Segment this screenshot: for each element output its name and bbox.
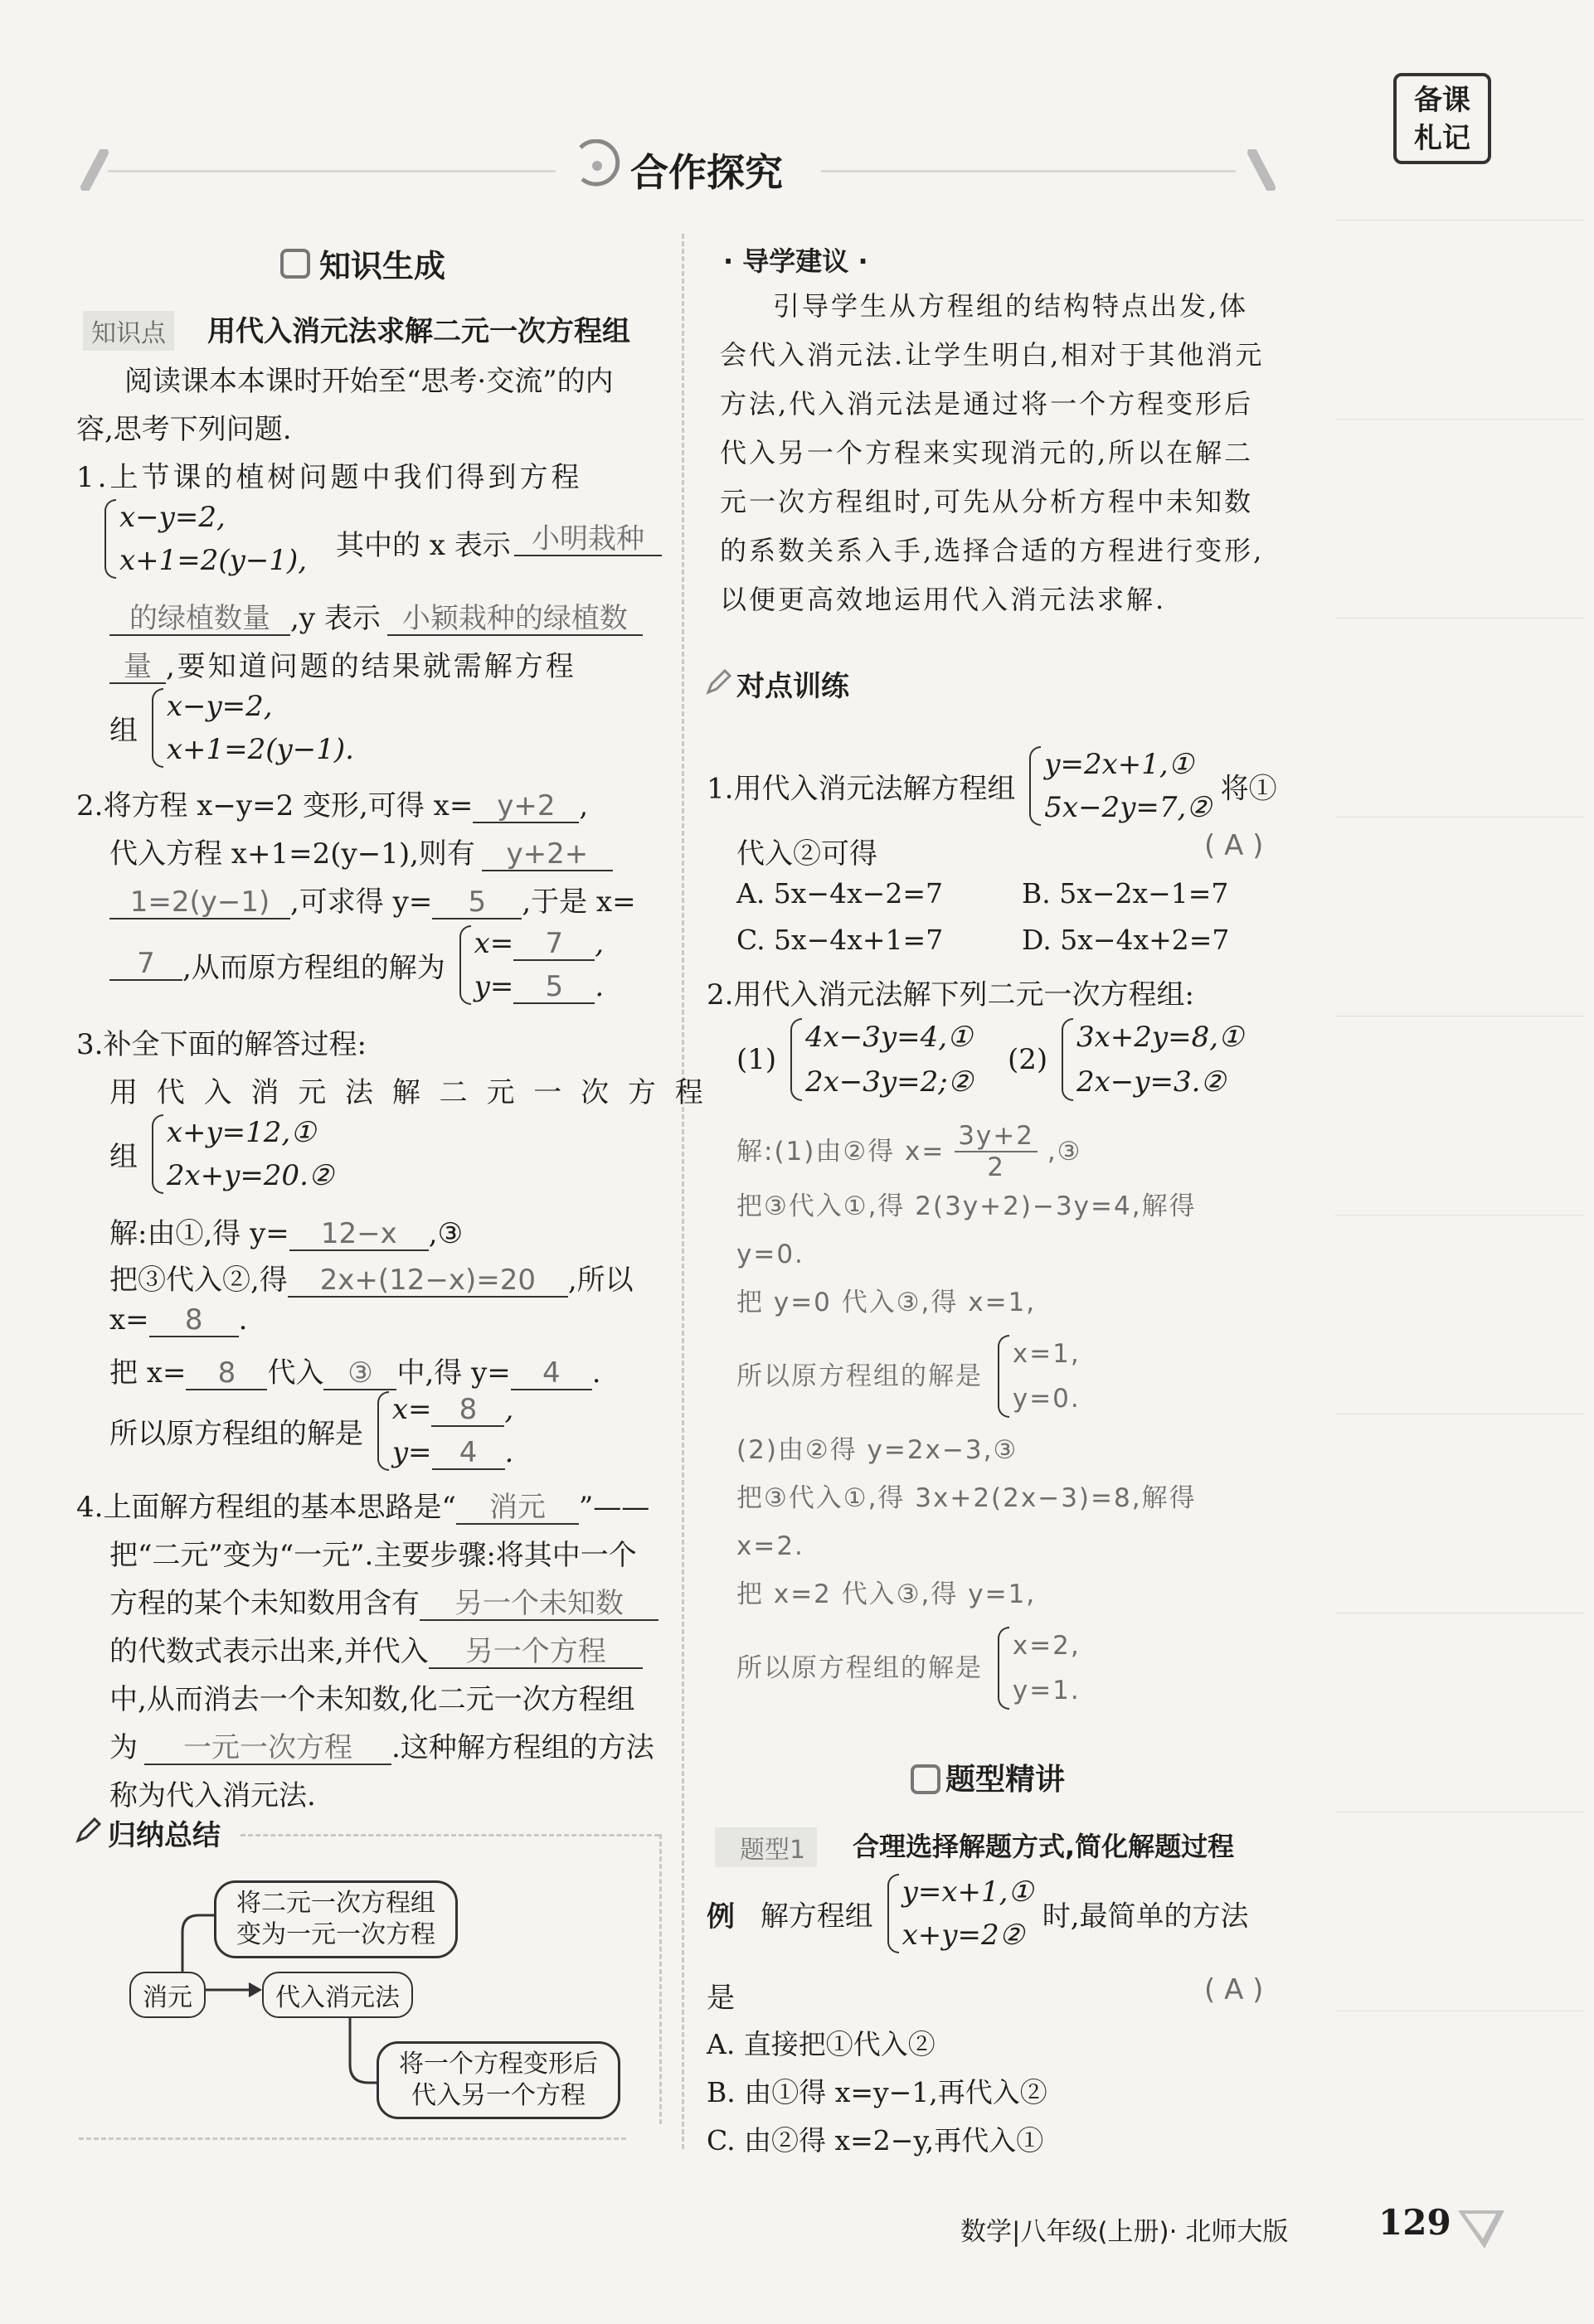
training-title: 对点训练 — [736, 670, 849, 703]
p1-option-b: B. 5x−2x−1=7 — [1022, 877, 1229, 910]
p2-sol-5y: y=0. — [1012, 1384, 1081, 1414]
p2-line-1: 2.用代入消元法解下列二元一次方程组: — [707, 978, 1194, 1012]
q1-line-4-text: ,要知道问题的结果就需解方程 — [166, 650, 576, 683]
q4-answer-3: 另一个方程 — [429, 1637, 643, 1669]
q4-line-2: 把“二元”变为“一元”.主要步骤:将其中一个 — [109, 1539, 637, 1572]
q2-text-2: 代入方程 x+1=2(y−1),则有 — [109, 837, 475, 871]
q3-line-1: 3.补全下面的解答过程: — [76, 1028, 367, 1061]
p1-line-2: 代入②可得 — [736, 837, 877, 871]
p2-solution — [736, 1121, 1197, 1718]
p2-sol-9: 把 x=2 代入③,得 y=1, — [736, 1579, 1037, 1609]
q1-line-1: 1.上节课的植树问题中我们得到方程 — [76, 461, 583, 494]
example-line-1 — [707, 1870, 1249, 1957]
p2-sol-1b: ,③ — [1047, 1137, 1082, 1167]
q1-zu: 组 — [109, 714, 138, 748]
intro-line-2: 容,思考下列问题. — [76, 413, 292, 446]
q3-answer-6: 4 — [511, 1359, 592, 1390]
p2-sol-8: x=2. — [736, 1531, 804, 1561]
diagram-top-line-1: 将二元一次方程组 — [236, 1889, 435, 1918]
diagram-top-line-2: 变为一元一次方程 — [236, 1920, 435, 1949]
guide-line: 方法,代入消元法是通过将一个方程变形后 — [720, 388, 1254, 420]
q3-step-1-text: 解:由①,得 y= — [109, 1217, 289, 1250]
diagram-box-top — [214, 1880, 458, 1958]
q2-answer-4: 7 — [109, 949, 182, 981]
example-answer: ( A ) — [1204, 1973, 1264, 2006]
p1-option-a: A. 5x−4x−2=7 — [736, 877, 943, 910]
diagram-bottom-line-1: 将一个方程变形后 — [399, 2050, 598, 2079]
p2-fraction-den: 2 — [987, 1152, 1005, 1182]
q3-step-4c: 中,得 y= — [396, 1356, 511, 1390]
q4-answer-2: 另一个未知数 — [420, 1589, 658, 1621]
p1-eq-1: y=2x+1,① — [1044, 748, 1194, 781]
q4-text-4: 的代数式表示出来,并代入 — [109, 1635, 429, 1668]
example-eq-2: x+y=2② — [901, 1919, 1025, 1952]
guide-line: 元一次方程组时,可先从分析方程中未知数 — [720, 486, 1254, 517]
section-title-knowledge: 知识生成 — [319, 248, 446, 284]
guide-line: 代入另一个方程来实现消元的,所以在解二 — [720, 437, 1254, 468]
p1-answer: ( A ) — [1204, 829, 1264, 862]
q1-answer-y-a: 小颖栽种的绿植数 — [387, 604, 643, 636]
diagram-box-elimination: 消元 — [129, 1972, 206, 2018]
p2-label-2: (2) — [1008, 1043, 1048, 1076]
q4-text-6a: 为 — [109, 1731, 138, 1764]
header-title: 合作探究 — [630, 150, 783, 195]
stamp-line-2: 札记 — [1414, 122, 1470, 155]
q4-text-6b: .这种解方程组的方法 — [391, 1731, 654, 1764]
q3-step-4b: 代入 — [267, 1356, 324, 1390]
pencil-icon — [703, 667, 733, 697]
q4-text-1b: ”—— — [578, 1491, 650, 1524]
q3-step-4d: . — [591, 1356, 601, 1390]
p2-sol-10x: x=2, — [1012, 1631, 1081, 1661]
p2-sol-10 — [736, 1623, 1197, 1713]
q2-sol-x: 7 — [513, 929, 595, 961]
p2-eq-2a: 3x+2y=8,① — [1076, 1021, 1244, 1054]
p2-sol-10-text: 所以原方程组的解是 — [736, 1653, 983, 1683]
example-option-b: B. 由①得 x=y−1,再代入② — [707, 2076, 1047, 2108]
knowledge-tag: 知识点 — [83, 311, 174, 351]
intro-line-1: 阅读课本本课时开始至“思考·交流”的内 — [124, 365, 614, 398]
q2-sol-y: 5 — [513, 973, 595, 1004]
stamp-line-1: 备课 — [1414, 84, 1470, 117]
q3-answer-2: 2x+(12−x)=20 — [288, 1266, 568, 1298]
p2-system-1 — [736, 1015, 973, 1104]
p2-sol-5x: x=1, — [1012, 1339, 1081, 1369]
p2-fraction-num: 3y+2 — [955, 1121, 1038, 1152]
q2-sol-x-pre: x= — [474, 927, 514, 960]
q1-eq-4: x+1=2(y−1). — [166, 733, 354, 766]
q2-text-1: 2.将方程 x−y=2 变形,可得 x= — [76, 789, 474, 822]
q3-answer-5: ③ — [323, 1359, 396, 1390]
p2-sol-5-text: 所以原方程组的解是 — [736, 1361, 983, 1391]
q2-text-3: ,可求得 y= — [290, 885, 433, 919]
example-option-c: C. 由②得 x=2−y,再代入① — [707, 2124, 1044, 2157]
p2-system-2 — [1008, 1015, 1244, 1104]
q4-text-1a: 4.上面解方程组的基本思路是“ — [76, 1491, 456, 1524]
guide-title: · 导学建议 · — [723, 245, 868, 277]
type-title: 合理选择解题方式,简化解题过程 — [853, 1831, 1235, 1862]
p1-line-1 — [707, 743, 1277, 829]
q4-line-7: 称为代入消元法. — [109, 1779, 316, 1812]
q3-zu: 组 — [109, 1140, 138, 1174]
q1-eq-1: x−y=2, — [119, 501, 226, 534]
example-text-1: 解方程组 — [760, 1899, 873, 1933]
q3-sol-x: 8 — [431, 1395, 504, 1427]
p2-sol-2: 把③代入①,得 2(3y+2)−3y=4,解得 — [736, 1191, 1197, 1221]
q4-line-5: 中,从而消去一个未知数,化二元一次方程组 — [109, 1683, 635, 1716]
p2-sol-4: 把 y=0 代入③,得 x=1, — [736, 1288, 1037, 1317]
q4-answer-4: 一元一次方程 — [144, 1734, 391, 1765]
q1-eq-3: x−y=2, — [166, 690, 273, 723]
lecture-icon — [911, 1764, 940, 1794]
p1-text-1b: 将① — [1220, 772, 1277, 806]
section-title-lecture: 题型精讲 — [945, 1763, 1066, 1797]
q2-text-1b: , — [579, 789, 589, 822]
q2-text-3b: ,于是 x= — [522, 885, 636, 919]
q3-step-3-text: x= — [109, 1303, 149, 1337]
example-line-2: 是 — [707, 1982, 735, 2015]
p1-text-1: 1.用代入消元法解方程组 — [707, 772, 1016, 806]
p2-sol-7: 把③代入①,得 3x+2(2x−3)=8,解得 — [736, 1483, 1197, 1513]
q3-step-2-text: 把③代入②,得 — [109, 1264, 288, 1297]
summary-title: 归纳总结 — [108, 1819, 221, 1852]
p2-sol-5 — [736, 1332, 1197, 1421]
p1-option-c: C. 5x−4x+1=7 — [736, 924, 944, 956]
q3-line-2: 用 代 入 消 元 法 解 二 元 一 次 方 程 — [109, 1076, 708, 1109]
q1-mid-text: 其中的 x 表示 — [336, 529, 511, 562]
q2-line-4: 7 ,从而原方程组的解为 x= 7 , y= 5 . — [109, 922, 604, 1008]
q3-answer-3: 8 — [149, 1306, 239, 1337]
q3-answer-4: 8 — [186, 1359, 267, 1390]
guide-line: 的系数关系入手,选择合适的方程进行变形, — [720, 535, 1265, 566]
p1-eq-2: 5x−2y=7,② — [1044, 791, 1212, 824]
q1-y-label: ,y 表示 — [290, 602, 381, 635]
q2-text-4: ,从而原方程组的解为 — [182, 951, 445, 985]
q3-eq-2: 2x+y=20.② — [166, 1159, 334, 1192]
guide-line: 会代入消元法.让学生明白,相对于其他消元 — [720, 339, 1265, 371]
q4-text-3: 方程的某个未知数用含有 — [109, 1587, 420, 1620]
p2-sol-line-1 — [736, 1121, 1197, 1182]
p2-eq-1a: 4x−3y=4,① — [804, 1021, 973, 1054]
footer-book: 数学|八年级(上册)· 北师大版 — [960, 2217, 1289, 2247]
q3-eq-1: x+y=12,① — [166, 1116, 316, 1149]
q1-answer-x-a: 小明栽种 — [514, 525, 662, 556]
footer-decoration-icon — [1453, 2202, 1511, 2252]
q1-answer-x-b: 的绿植数量 — [109, 604, 290, 636]
q4-answer-1: 消元 — [456, 1493, 579, 1525]
q2-answer-1: y+2 — [473, 792, 579, 823]
diagram-box-bottom — [377, 2041, 620, 2119]
p1-option-d: D. 5x−4x+2=7 — [1022, 924, 1230, 956]
diagram-bottom-line-2: 代入另一个方程 — [411, 2081, 586, 2110]
guide-line: 引导学生从方程组的结构特点出发,体 — [773, 290, 1249, 322]
guide-line: 以便更高效地运用代入消元法求解. — [720, 584, 1167, 615]
q3-step-4a: 把 x= — [109, 1356, 187, 1390]
p2-sol-10y: y=1. — [1012, 1676, 1081, 1705]
q3-sol-x-pre: x= — [391, 1393, 432, 1426]
diagram-box-substitution: 代入消元法 — [262, 1972, 413, 2018]
q2-answer-2a: y+2+ — [482, 840, 613, 871]
q3-step-5: 所以原方程组的解是 x= 8 , y= 4 . — [109, 1388, 513, 1474]
q3-step-5-text: 所以原方程组的解是 — [109, 1417, 363, 1451]
p2-eq-2b: 2x−y=3.② — [1076, 1065, 1226, 1099]
example-label: 例 — [707, 1899, 735, 1933]
q2-answer-3: 5 — [432, 888, 522, 919]
q2-answer-2b: 1=2(y−1) — [109, 888, 290, 919]
p2-sol-1a: 解:(1)由②得 x= — [736, 1137, 945, 1167]
example-option-a: A. 直接把①代入② — [707, 2028, 936, 2060]
q1-eq-2: x+1=2(y−1), — [119, 544, 308, 577]
q2-sol-y-pre: y= — [474, 970, 514, 1003]
q3-step-3b: . — [238, 1303, 248, 1337]
p2-label-1: (1) — [736, 1043, 777, 1076]
q3-answer-1: 12−x — [289, 1220, 429, 1251]
guide-text — [720, 282, 1284, 624]
knowledge-title: 用代入消元法求解二元一次方程组 — [207, 315, 630, 348]
q3-step-1b: ,③ — [428, 1217, 464, 1250]
footer-page-number: 129 — [1378, 2202, 1451, 2243]
p2-fraction — [955, 1121, 1038, 1182]
p2-sol-3: y=0. — [736, 1240, 804, 1269]
p2-eq-1b: 2x−3y=2;② — [804, 1065, 974, 1099]
q3-sol-y-pre: y= — [391, 1436, 432, 1469]
q1-answer-y-b: 量 — [109, 653, 166, 684]
example-eq-1: y=x+1,① — [901, 1875, 1033, 1909]
q3-sol-y: 4 — [432, 1439, 505, 1470]
example-text-1b: 时,最简单的方法 — [1042, 1899, 1249, 1933]
q3-step-2b: ,所以 — [567, 1264, 634, 1297]
type-tag: 题型1 — [715, 1827, 817, 1867]
p2-sol-6: (2)由②得 y=2x−3,③ — [736, 1435, 1018, 1465]
